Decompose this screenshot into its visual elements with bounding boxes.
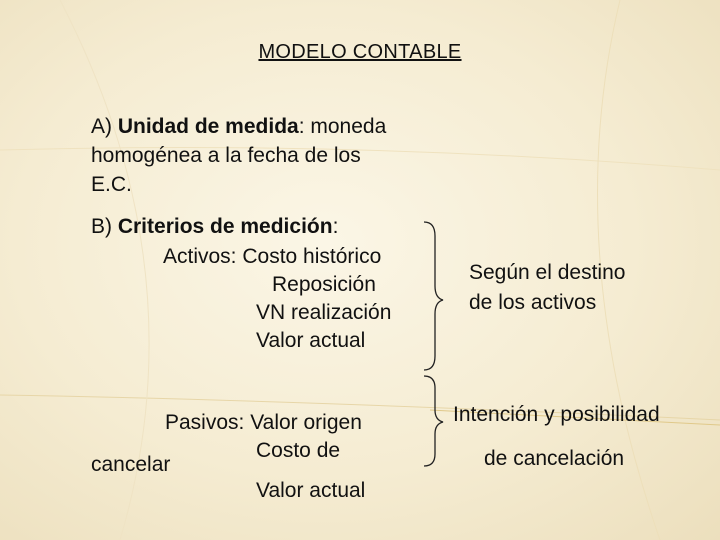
section-b-term: Criterios de medición (117, 215, 333, 238)
pasivos-cancelar: cancelar (91, 453, 171, 476)
section-a-rest: : moneda (298, 115, 387, 138)
pasivos-valor-actual: Valor actual (256, 479, 366, 502)
note-pasivos-line1: Intención y posibilidad (453, 403, 660, 426)
section-a-prefix: A) (91, 115, 118, 138)
note-activos-line2: de los activos (469, 291, 597, 314)
note-pasivos-line2: de cancelación (484, 447, 625, 470)
section-a-line2: homogénea a la fecha de los (91, 144, 361, 167)
activos-item-valor-actual: Valor actual (256, 329, 366, 352)
activos-item-reposicion: Reposición (272, 273, 376, 296)
section-b-prefix: B) (91, 215, 118, 238)
pasivos-costo: Costo de (256, 439, 341, 462)
slide-title: MODELO CONTABLE (258, 41, 462, 63)
section-b-colon: : (332, 215, 339, 238)
section-a-term: Unidad de medida (117, 115, 299, 138)
section-a-line1 (91, 114, 386, 139)
activos-label: Activos: Costo histórico (163, 245, 382, 268)
section-b-heading (91, 214, 338, 239)
activos-item-vn-realizacion: VN realización (256, 301, 392, 324)
section-a-line3: E.C. (91, 173, 132, 196)
note-activos-line1: Según el destino (469, 261, 626, 284)
pasivos-label: Pasivos: Valor origen (165, 411, 362, 434)
